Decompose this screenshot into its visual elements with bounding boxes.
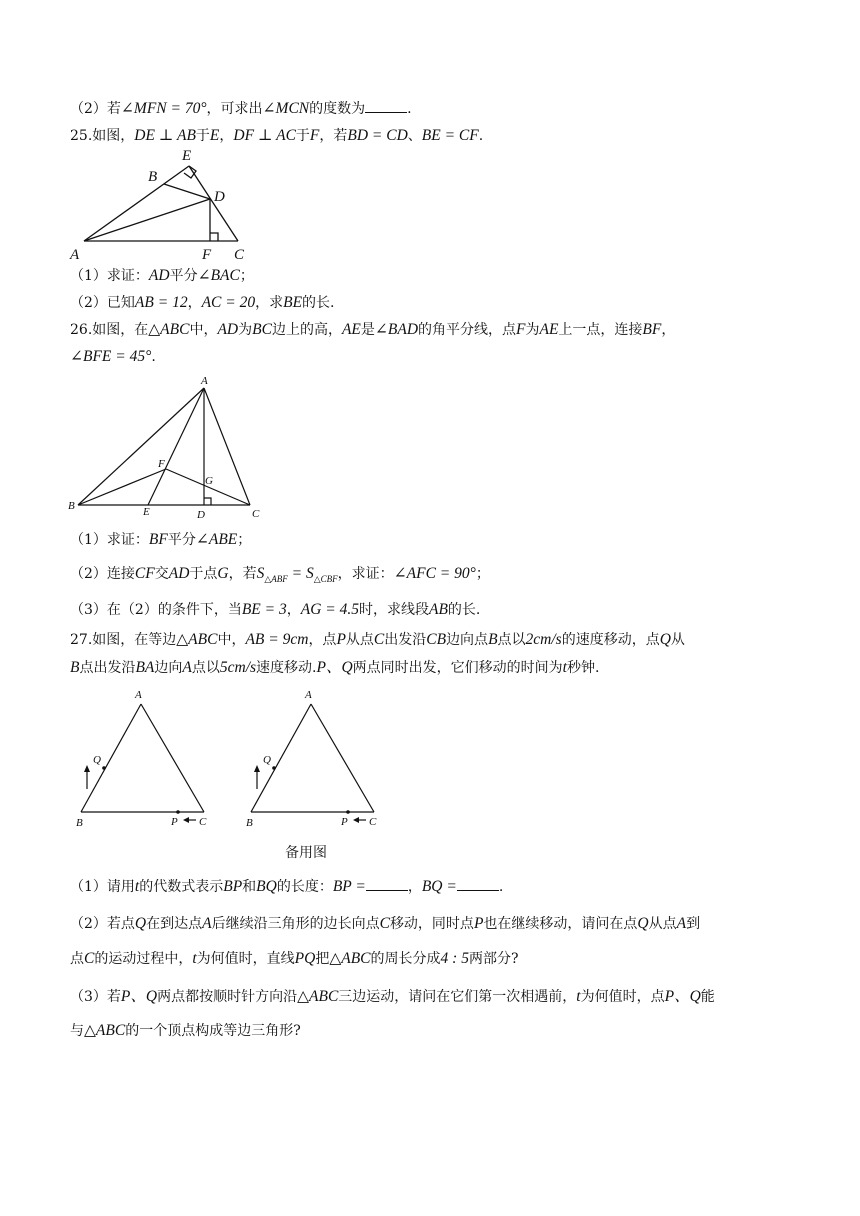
math: AD [168, 565, 190, 582]
math: BF [148, 531, 168, 548]
math: DE ⊥ AB [134, 127, 196, 144]
label-q: Q [93, 754, 101, 766]
label-a: A [201, 375, 208, 387]
text: 和 [242, 879, 257, 895]
text: 两点都按顺时针方向沿 [157, 989, 298, 1005]
segment-bf [78, 469, 166, 505]
figure-caption: 备用图 [285, 845, 327, 861]
math: Q [134, 915, 147, 932]
text: 点以 [497, 632, 526, 648]
q26-intro-line1 [70, 320, 790, 340]
text: （2）连接 [70, 566, 135, 582]
text: （2）若 [70, 101, 121, 117]
question-number: 27.如图，在等边 [70, 632, 177, 648]
arrow-left-icon [353, 817, 359, 823]
text: 秒钟. [566, 660, 600, 676]
q26-intro-line2 [70, 347, 790, 367]
text: 把 [315, 951, 330, 967]
math: DF ⊥ AC [233, 127, 296, 144]
label-d: D [214, 189, 225, 205]
label-b: B [246, 817, 253, 829]
math: BA [135, 659, 155, 676]
text: （2）若点 [70, 916, 135, 932]
math: BD = CD [347, 127, 408, 144]
text: 中， [189, 322, 218, 338]
answer-blank[interactable] [365, 98, 407, 113]
q24-part2 [70, 98, 790, 119]
math: t [192, 950, 197, 967]
text: 为何值时，点 [580, 989, 665, 1005]
math: CF [134, 565, 155, 582]
segment-ad [84, 199, 210, 241]
label-b: B [148, 169, 158, 185]
text: （1）请用 [70, 879, 135, 895]
math: △ABC [297, 988, 339, 1005]
math: AB [428, 601, 448, 618]
math: ∠MCN [262, 100, 310, 117]
text: ； [475, 566, 490, 582]
math: F [309, 127, 320, 144]
math: AG = 4.5 [300, 601, 359, 618]
answer-blank-bp[interactable] [366, 876, 408, 891]
text: 三边运动，请问在它们第一次相遇前， [338, 989, 577, 1005]
segment-ae [148, 388, 204, 505]
text: 从 [670, 632, 685, 648]
segment-ae [84, 166, 189, 241]
label-c: C [199, 816, 207, 828]
q25-figure [68, 146, 258, 266]
label-p: P [171, 816, 178, 828]
text: 到 [686, 916, 701, 932]
text: ，点 [308, 632, 337, 648]
math: C [373, 631, 385, 648]
text: ， [187, 295, 202, 311]
text: ， [661, 322, 676, 338]
label-p: P [341, 816, 348, 828]
text: 出发沿 [384, 632, 427, 648]
segment-bd [164, 184, 210, 199]
label-d: D [197, 509, 205, 521]
text: 在到达点 [146, 916, 203, 932]
math: C [84, 950, 95, 967]
math: C [379, 915, 390, 932]
label-c: C [252, 508, 260, 520]
arrow-up-icon [84, 765, 90, 772]
label-b: B [76, 817, 83, 829]
point-p [176, 810, 180, 814]
text: 于点 [189, 566, 218, 582]
label-a: A [70, 247, 80, 263]
q26-part2 [70, 564, 790, 589]
text: 于 [195, 128, 210, 144]
q26-part3 [70, 600, 790, 620]
text: 是 [360, 322, 375, 338]
math: E [209, 127, 220, 144]
text: . [407, 101, 412, 117]
text: 为何值时，直线 [196, 951, 295, 967]
text: 、 [407, 128, 422, 144]
math: AC = 20 [201, 294, 256, 311]
label-b: B [68, 500, 75, 512]
text: . [498, 879, 504, 895]
q25-part2 [70, 293, 790, 313]
text: 的周长分成 [370, 951, 441, 967]
math: ∠BAD [374, 321, 419, 338]
math: A [676, 915, 687, 932]
text: 平分 [167, 532, 196, 548]
q27-part2-line1 [70, 914, 790, 934]
math-subscript: △CBF [313, 573, 338, 584]
right-angle-mark-d [204, 498, 211, 505]
text: 点以 [191, 660, 220, 676]
text: 为 [238, 322, 253, 338]
math-subscript: △ABF [264, 573, 288, 584]
text: 上一点，连接 [558, 322, 643, 338]
text: 点出发沿 [79, 660, 136, 676]
text: （2）已知 [70, 295, 135, 311]
q27-figure-spare [242, 686, 392, 831]
text: ， [286, 602, 301, 618]
text: 为 [525, 322, 540, 338]
math: P、Q [664, 988, 701, 1005]
math: △ABC [329, 950, 371, 967]
math: 5cm/s [219, 659, 257, 676]
math: t [562, 659, 567, 676]
text: 的一个顶点构成等边三角形? [125, 1023, 301, 1039]
math: BQ [256, 878, 277, 895]
math: A [182, 659, 192, 676]
label-f: F [202, 247, 212, 263]
text: 后继续沿三角形的边长向点 [211, 916, 380, 932]
text: （3）在（2）的条件下，当 [70, 602, 242, 618]
text: 从点 [648, 916, 677, 932]
segment-ac [311, 704, 374, 812]
text: 边向点 [446, 632, 489, 648]
math: ∠BFE = 45° [70, 348, 152, 365]
text: （1）求证： [70, 268, 149, 284]
math: S [306, 565, 314, 582]
text: （1）求证： [70, 532, 149, 548]
math: BP [223, 878, 243, 895]
math: AE [539, 321, 559, 338]
math: ∠BAC [197, 267, 240, 284]
text: 能 [700, 989, 715, 1005]
label-q: Q [263, 754, 271, 766]
math: AD [217, 321, 239, 338]
math: AB = 12 [134, 294, 188, 311]
text: . [151, 349, 156, 365]
text: 的代数式表示 [139, 879, 224, 895]
arrow-up-icon [254, 765, 260, 772]
math: B [488, 631, 498, 648]
q27-part3-line1 [70, 987, 790, 1007]
math: BE = 3 [241, 601, 287, 618]
label-g: G [205, 475, 213, 487]
question-number: 25.如图， [70, 128, 135, 144]
q27-intro-line2 [70, 658, 790, 678]
arrow-left-icon [183, 817, 189, 823]
math: ∠MFN = 70° [120, 100, 207, 117]
label-e: E [143, 506, 150, 518]
answer-blank-bq[interactable] [457, 876, 499, 891]
text: ，若 [228, 566, 257, 582]
math: PQ [294, 950, 316, 967]
math: = [287, 565, 306, 582]
point-q [102, 766, 106, 770]
math: P [336, 631, 346, 648]
text: . [478, 128, 484, 144]
label-c: C [369, 816, 377, 828]
q26-figure [66, 370, 276, 525]
math: △ABC [148, 321, 190, 338]
text: 从点 [345, 632, 374, 648]
q25-intro [70, 126, 790, 146]
q27-part1 [70, 876, 790, 897]
q26-part1 [70, 530, 790, 550]
text: 的长. [447, 602, 481, 618]
text: 两点同时出发，它们移动的时间为 [352, 660, 563, 676]
segment-ab [251, 704, 311, 812]
math: Q [659, 631, 671, 648]
math: AD [148, 267, 170, 284]
math: BE = CF [421, 127, 479, 144]
math: P、Q [316, 659, 353, 676]
math: t [134, 878, 140, 895]
math: F [516, 321, 526, 338]
math: B [70, 659, 80, 676]
math: CB [426, 631, 447, 648]
text: 两部分? [468, 951, 519, 967]
text: 与 [70, 1023, 84, 1039]
text: 时，求线段 [358, 602, 429, 618]
text: ； [239, 268, 254, 284]
segment-ac [141, 704, 204, 812]
q27-part2-line2 [70, 949, 790, 969]
text: 平分 [169, 268, 198, 284]
text: ，求 [255, 295, 284, 311]
math: ∠AFC = 90° [393, 565, 476, 582]
point-q [272, 766, 276, 770]
segment-ab [78, 388, 204, 505]
math: BC [252, 321, 272, 338]
text: 速度移动. [256, 660, 317, 676]
right-angle-mark-f [210, 233, 218, 241]
q25-part1 [70, 266, 790, 286]
text: 的长度： [276, 879, 333, 895]
text: ，若 [319, 128, 348, 144]
text: 也在继续移动，请问在点 [483, 916, 638, 932]
text: 中， [217, 632, 246, 648]
math: t [576, 988, 581, 1005]
math: 2cm/s [525, 631, 562, 648]
q27-part3-line2 [70, 1021, 790, 1041]
q27-figure-main [72, 686, 222, 831]
text: （3）若 [70, 989, 121, 1005]
label-c: C [234, 247, 245, 263]
q27-intro-line1 [70, 630, 790, 650]
math: P [473, 915, 484, 932]
math: A [202, 915, 212, 932]
text: 的运动过程中， [94, 951, 193, 967]
math: ∠ABE [195, 531, 238, 548]
text: 移动，同时点 [389, 916, 474, 932]
text: ，求证： [337, 566, 394, 582]
math: AB = 9cm [245, 631, 309, 648]
text: ， [407, 879, 422, 895]
text: 边向 [154, 660, 183, 676]
text: 于 [295, 128, 310, 144]
text: ，可求出 [206, 101, 263, 117]
text: 交 [154, 566, 169, 582]
label-f: F [158, 458, 165, 470]
text: 的角平分线，点 [418, 322, 517, 338]
math: S [256, 565, 265, 582]
math: BQ = [421, 878, 457, 895]
label-a: A [135, 689, 142, 701]
math: Q [637, 915, 649, 932]
math: BP = [332, 878, 366, 895]
math: P、Q [120, 988, 158, 1005]
text: ； [237, 532, 252, 548]
question-number: 26.如图，在 [70, 322, 149, 338]
math: △ABC [84, 1022, 126, 1039]
text: 的度数为 [309, 101, 366, 117]
text: 的长. [302, 295, 335, 311]
text: ， [219, 128, 234, 144]
math: BE [283, 294, 303, 311]
math: △ABC [176, 631, 218, 648]
segment-ab [81, 704, 141, 812]
text: 点 [70, 951, 84, 967]
label-a: A [305, 689, 312, 701]
text: 边上的高， [271, 322, 342, 338]
label-e: E [182, 148, 192, 164]
math: BF [642, 321, 662, 338]
math: 4 : 5 [440, 950, 469, 967]
math: AE [341, 321, 361, 338]
segment-ac [204, 388, 250, 505]
text: 的速度移动，点 [561, 632, 660, 648]
math: G [217, 565, 229, 582]
point-p [346, 810, 350, 814]
